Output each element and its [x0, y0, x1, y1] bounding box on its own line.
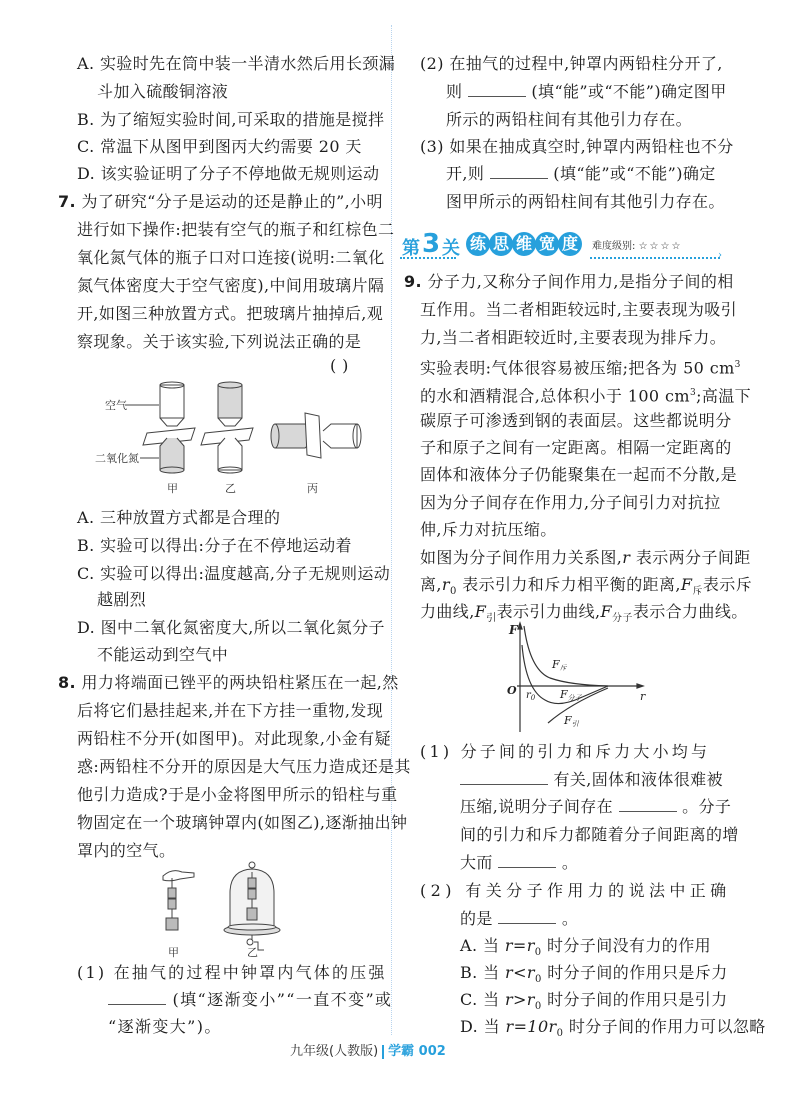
option-text: 图中二氧化氮密度大,所以二氧化氮分子	[100, 618, 385, 637]
q9-sub2-line-2	[460, 909, 578, 929]
option-text: 当	[483, 1017, 506, 1036]
sub-question-text: (填“能”或“不能”)确定	[553, 164, 716, 183]
q8-line-5: 他引力造成?于是小金将图甲所示的铅柱与重	[77, 785, 398, 804]
page-footer	[290, 1040, 446, 1059]
question-number: 7.	[58, 192, 77, 211]
q8-sub2-line-2	[446, 82, 727, 102]
subscript: 引	[486, 613, 497, 625]
option-text: 时分子间没有力的作用	[541, 936, 712, 955]
column-divider	[391, 25, 392, 1035]
option-label: C.	[460, 990, 478, 1009]
x-axis-label: r	[640, 690, 646, 703]
section-heading	[400, 229, 770, 261]
symbol-r: r	[622, 548, 631, 567]
q9-sub1-line-3	[460, 797, 731, 817]
q9-para2-line-1	[420, 355, 741, 378]
q8-line-4: 惑:两铅柱不分开的原因是大气压力造成还是其	[77, 757, 411, 776]
q7-option-c-cont: 越剧烈	[97, 590, 147, 609]
q9-para2-line-6: 因为分子间存在作用力,分子间引力对抗拉	[420, 493, 721, 512]
question-text: 为了研究“分子是运动的还是静止的”,小明	[81, 192, 383, 211]
y-axis-label: F	[509, 623, 518, 637]
q8-line-2: 后将它们悬挂起来,并在下方挂一重物,发现	[77, 701, 384, 720]
q8-line-3: 两铅柱不分开(如图甲)。对此现象,小金有疑	[77, 729, 391, 748]
glass-bell-jar	[224, 862, 280, 950]
caption-jia: 甲	[167, 482, 178, 495]
paragraph-text: 表示斥	[702, 575, 753, 594]
option-expression: r<r	[505, 963, 535, 982]
star-icon: ☆☆☆☆	[638, 241, 683, 252]
q7-option-d	[77, 618, 385, 638]
q8-sub3-line-3: 图甲所示的两铅柱间有其他引力存在。	[446, 192, 725, 211]
title-char: 维	[512, 232, 536, 256]
question-number: 8.	[58, 673, 77, 692]
sub-question-label: (1)	[420, 742, 453, 761]
option-label: C.	[77, 137, 95, 156]
sub-question-text: 。分子	[682, 797, 732, 816]
q8-sub1-line-1	[77, 963, 387, 983]
answer-blank[interactable]	[490, 164, 548, 179]
sub-question-text: 如果在抽成真空时,钟罩内两铅柱也不分	[449, 137, 734, 156]
grade-label: 九年级(人教版)	[290, 1044, 379, 1059]
title-char: 度	[558, 232, 582, 256]
paragraph-text: 表示两分子间距	[630, 548, 751, 567]
sub-question-text: 在抽气的过程中,钟罩内两铅柱分开了,	[449, 54, 723, 73]
hand-hanging-cylinders	[163, 871, 194, 930]
label-sub: 引	[571, 720, 579, 728]
q7-bottles-figure	[95, 378, 385, 503]
caption-yi: 乙	[225, 482, 236, 495]
q7-line-4: 氮气体密度大于空气密度),中间用玻璃片隔	[77, 276, 385, 295]
q9-line-2: 互作用。当二者相距较远时,主要表现为吸引	[420, 300, 738, 319]
q8-line-6: 物固定在一个玻璃钟罩内(如图乙),逐渐抽出钟	[77, 813, 408, 832]
superscript: 3	[689, 388, 697, 398]
symbol-f: F	[680, 575, 693, 594]
option-expression: r>r	[504, 990, 535, 1009]
answer-blank[interactable]	[498, 853, 556, 868]
sub-question-text: 分子间的引力和斥力大小均与	[460, 742, 711, 761]
bottle-setup-yi	[201, 382, 253, 473]
repulsion-label	[551, 658, 568, 672]
option-label: A.	[460, 936, 478, 955]
symbol-r0: r	[441, 575, 450, 594]
q9-sub2-line-1	[420, 881, 731, 901]
dotted-underline	[400, 257, 456, 259]
question-number: 9.	[404, 272, 423, 291]
r0-sub: 0	[530, 694, 536, 702]
q6-option-d	[77, 164, 379, 184]
q6-option-a-cont: 斗加入硫酸铜溶液	[97, 82, 229, 101]
option-label: B.	[460, 963, 478, 982]
y-axis-arrow	[518, 623, 522, 629]
q7-option-b	[77, 536, 352, 556]
q8-line-1	[58, 673, 399, 693]
difficulty-label: 难度级别:	[592, 241, 636, 252]
label-air: 空气	[105, 399, 127, 412]
answer-blank[interactable]	[460, 770, 548, 785]
q9-para3-line-1	[420, 548, 751, 568]
q7-option-d-cont: 不能运动到空气中	[97, 645, 229, 664]
superscript: 3	[734, 360, 741, 370]
q7-option-c	[77, 564, 390, 584]
sub-question-text: (填“逐渐变小”“一直不变”或	[172, 990, 393, 1009]
option-label: D.	[460, 1017, 479, 1036]
attraction-label	[563, 714, 580, 728]
option-text: 当	[483, 990, 505, 1009]
label-f: F	[552, 658, 560, 671]
question-text: 分子力,又称分子间作用力,是指分子间的相	[427, 272, 734, 291]
answer-blank[interactable]	[108, 990, 166, 1005]
subscript: 0	[534, 974, 542, 986]
question-text: 用力将端面已锉平的两块铅柱紧压在一起,然	[81, 673, 399, 692]
title-char: 思	[489, 232, 513, 256]
q9-para2-line-7: 伸,斥力对抗压缩。	[420, 520, 557, 539]
option-text: 三种放置方式都是合理的	[99, 508, 281, 527]
q9-para2-line-3: 碳原子可渗透到钢的表面层。这些都说明分	[420, 411, 732, 430]
paragraph-text: 离,	[420, 575, 442, 594]
label-f: F	[560, 688, 568, 701]
option-label: D.	[77, 618, 96, 637]
q7-line-5: 开,如图三种放置方式。把玻璃片抽掉后,观	[77, 304, 384, 323]
r0-label	[526, 690, 536, 702]
dotted-underline	[590, 257, 720, 259]
title-char: 练	[466, 232, 490, 256]
q9-sub2-option-c	[460, 990, 728, 1017]
q9-sub1-line-4: 间的引力和斥力都随着分子间距离的增	[460, 825, 739, 844]
arrow-right-icon: ›	[718, 250, 722, 261]
sub-question-text: 压缩,说明分子间存在	[460, 797, 614, 816]
q7-line-3: 氧化氮气体的瓶子口对口连接(说明:二氧化	[77, 248, 385, 267]
q9-para2-line-2	[420, 383, 751, 406]
q7-line-1	[58, 192, 383, 212]
label-f: F	[564, 714, 572, 727]
option-text: 实验可以得出:分子在不停地运动着	[100, 536, 352, 555]
q9-sub1-line-1	[420, 742, 710, 762]
paragraph-text: 力曲线,	[420, 602, 475, 621]
subscript: 分子	[612, 613, 633, 625]
subscript: 0	[449, 586, 457, 598]
label-sub: 分子	[567, 694, 582, 702]
q8-sub1-line-2	[108, 990, 392, 1010]
q9-sub1-line-5	[460, 853, 578, 873]
paragraph-text: 表示引力和斥力相平衡的距离,	[456, 575, 681, 594]
sub-question-text: 。	[561, 853, 579, 872]
sub-question-label: (3)	[420, 137, 444, 156]
section-title	[466, 232, 581, 256]
q8-sub2-line-1	[420, 54, 723, 74]
answer-blank[interactable]	[468, 82, 526, 97]
sub-question-label: (1)	[77, 963, 107, 982]
option-label: A.	[77, 508, 95, 527]
paragraph-text: 如图为分子间作用力关系图,	[420, 548, 623, 567]
option-text: 实验可以得出:温度越高,分子无规则运动	[100, 564, 391, 583]
answer-blank[interactable]	[619, 797, 677, 812]
sub-question-text: 则	[446, 82, 463, 101]
r0-base: r	[526, 690, 531, 701]
sub-question-text: 有关分子作用力的说法中正确	[465, 881, 731, 900]
subscript: 0	[534, 1001, 542, 1013]
q9-para2-line-4: 子和原子之间有一定距离。相隔一定距离的	[420, 438, 732, 457]
sub-question-text: (填“能”或“不能”)确定图甲	[531, 82, 727, 101]
section-number: 3	[422, 229, 441, 259]
option-label: B.	[77, 536, 95, 555]
footer-separator	[382, 1045, 384, 1059]
option-expression: r=10r	[505, 1017, 557, 1036]
x-axis-arrow	[637, 684, 643, 688]
paragraph-text: 实验表明:气体很容易被压缩;把各为 50 cm	[420, 358, 735, 378]
q9-sub2-option-a	[460, 936, 711, 963]
q7-line-2: 进行如下操作:把装有空气的瓶子和红棕色二	[77, 220, 395, 239]
sub-question-text: 有关,固体和液体很难被	[553, 770, 723, 789]
q6-option-a	[77, 54, 395, 74]
sub-question-text: 在抽气的过程中钟罩内气体的压强	[113, 963, 387, 982]
molecular-force-graph	[500, 620, 650, 735]
option-text: 当	[483, 963, 506, 982]
label-no2: 二氧化氮	[95, 452, 139, 465]
option-text: 时分子间的作用只是引力	[541, 990, 728, 1009]
subscript: 斥	[692, 586, 703, 598]
answer-bracket: ( )	[330, 356, 349, 375]
sub-question-text: 的是	[460, 909, 493, 928]
option-label: A.	[77, 54, 95, 73]
paragraph-text: 表示合力曲线。	[632, 602, 748, 621]
sub-question-text: 大而	[460, 853, 493, 872]
caption-bing: 丙	[307, 482, 318, 495]
q9-para2-line-5: 固体和液体分子仍能聚集在一起而不分散,是	[420, 465, 738, 484]
answer-blank[interactable]	[498, 909, 556, 924]
q9-line-3: 力,当二者相距较近时,主要表现为排斥力。	[420, 328, 727, 347]
q8-sub3-line-1	[420, 137, 734, 157]
sub-question-text: 开,则	[446, 164, 485, 183]
curve-repulsion	[524, 626, 608, 686]
option-text: 当	[482, 936, 505, 955]
sub-question-text: 。	[561, 909, 579, 928]
paragraph-text: 的水和酒精混合,总体积小于 100 cm	[420, 386, 690, 406]
sub-question-label: (2)	[420, 881, 456, 900]
title-char: 宽	[535, 232, 559, 256]
caption-yi: 乙	[247, 946, 258, 958]
option-expression: r=r	[504, 936, 535, 955]
q8-sub3-line-2	[446, 164, 716, 184]
option-text: 常温下从图甲到图丙大约需要 20 天	[100, 137, 362, 156]
q6-option-b	[77, 110, 384, 130]
paragraph-text: 表示引力曲线,	[496, 602, 601, 621]
symbol-f: F	[600, 602, 613, 621]
q7-option-a	[77, 508, 280, 528]
option-label: D.	[77, 164, 96, 183]
option-text: 时分子间的作用力可以忽略	[563, 1017, 766, 1036]
option-label: B.	[77, 110, 95, 129]
q9-sub1-line-2	[460, 770, 723, 790]
option-text: 为了缩短实验时间,可采取的措施是搅拌	[100, 110, 385, 129]
q6-option-c	[77, 137, 362, 157]
option-text: 时分子间的作用只是斥力	[541, 963, 728, 982]
origin-label: O	[507, 684, 517, 697]
subscript: 0	[556, 1028, 564, 1040]
q8-sub2-line-3: 所示的两铅柱间有其他引力存在。	[446, 110, 693, 129]
paragraph-text: ;高温下	[696, 386, 752, 406]
sub-question-label: (2)	[420, 54, 444, 73]
q9-para3-line-2	[420, 575, 752, 602]
brand-page-number: 学霸 002	[388, 1044, 446, 1059]
option-label: C.	[77, 564, 95, 583]
q9-sub2-option-b	[460, 963, 728, 990]
q8-lead-cylinders-figure	[150, 858, 290, 958]
difficulty-rating	[592, 237, 682, 252]
q9-sub2-option-d	[460, 1017, 766, 1044]
subscript: 0	[534, 947, 542, 959]
section-prefix: 第	[402, 238, 420, 259]
caption-jia: 甲	[168, 946, 179, 958]
section-suffix: 关	[442, 238, 460, 259]
q8-sub1-line-3: “逐渐变大”)。	[108, 1017, 222, 1036]
option-text: 该实验证明了分子不停地做无规则运动	[100, 164, 380, 183]
q7-line-6: 察现象。关于该实验,下列说法正确的是	[77, 332, 362, 351]
q8-line-7: 罩内的空气。	[77, 841, 176, 860]
q9-line-1	[404, 272, 734, 292]
bottle-setup-bing	[271, 413, 361, 458]
option-text: 实验时先在筒中装一半清水然后用长颈漏	[99, 54, 396, 73]
net-force-label	[559, 688, 583, 702]
label-sub: 斥	[559, 664, 567, 672]
symbol-f: F	[474, 602, 487, 621]
